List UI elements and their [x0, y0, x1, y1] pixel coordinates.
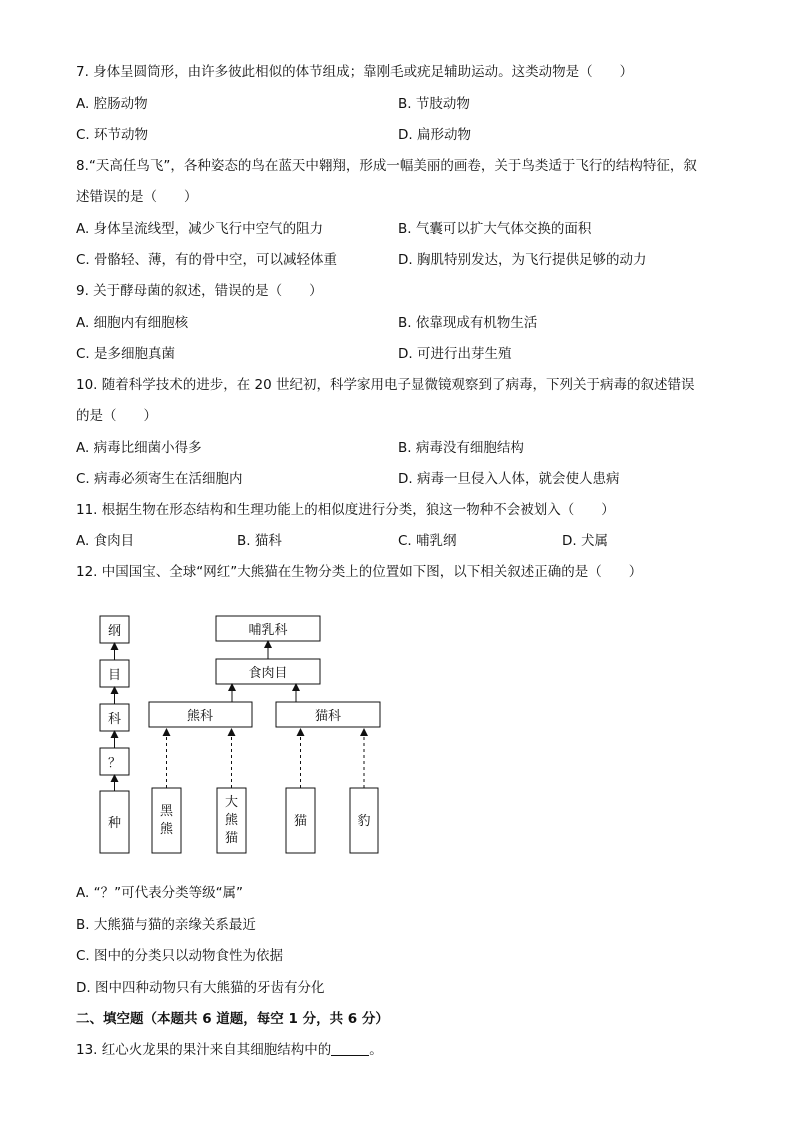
q10-option-a: A. 病毒比细菌小得多	[76, 440, 202, 456]
section-heading: 二、填空题（本题共 6 道题，每空 1 分，共 6 分）	[76, 1011, 389, 1027]
label-carnivora: 食肉目	[248, 666, 288, 681]
q10-option-c: C. 病毒必须寄生在活细胞内	[76, 471, 243, 487]
q7-option-b: B. 节肢动物	[398, 96, 470, 112]
q8-stem-line1: 8.“天高任鸟飞”，各种姿态的鸟在蓝天中翱翔，形成一幅美丽的画卷，关于鸟类适于飞行的结构特征，叙	[76, 158, 697, 174]
q12-option-d: D. 图中四种动物只有大熊猫的牙齿有分化	[76, 980, 325, 996]
q8-option-a: A. 身体呈流线型，减少飞行中空气的阻力	[76, 221, 324, 237]
label-giant-panda-2: 熊	[224, 813, 239, 828]
q8-option-d: D. 胸肌特别发达，为飞行提供足够的动力	[398, 252, 647, 268]
label-black-bear-1: 黑	[159, 804, 174, 819]
q9-option-c: C. 是多细胞真菌	[76, 346, 176, 362]
q12-option-a: A. “？”可代表分类等级“属”	[76, 885, 244, 901]
q12-stem: 12. 中国国宝、全球“网红”大熊猫在生物分类上的位置如下图，以下相关叙述正确的是（ ）	[76, 564, 643, 580]
q10-option-d: D. 病毒一旦侵入人体，就会使人患病	[398, 471, 620, 487]
label-cat: 猫	[293, 814, 308, 829]
q8-option-b: B. 气囊可以扩大气体交换的面积	[398, 221, 592, 237]
label-leopard: 豹	[357, 814, 371, 829]
answer-blank	[331, 1041, 369, 1056]
q9-option-d: D. 可进行出芽生殖	[398, 346, 512, 362]
q10-option-b: B. 病毒没有细胞结构	[398, 440, 524, 456]
rank-label-unknown: ？	[107, 756, 122, 771]
q8-option-c: C. 骨骼轻、薄，有的骨中空，可以减轻体重	[76, 252, 338, 268]
q9-option-a: A. 细胞内有细胞核	[76, 315, 189, 331]
q10-stem-line1: 10. 随着科学技术的进步，在 20 世纪初，科学家用电子显微镜观察到了病毒，下列关于病毒的叙述错误	[76, 377, 695, 393]
q12-option-b: B. 大熊猫与猫的亲缘关系最近	[76, 917, 256, 933]
q9-stem: 9. 关于酵母菌的叙述，错误的是（ ）	[76, 283, 323, 299]
q8-stem-line2: 述错误的是（ ）	[76, 189, 198, 205]
q10-stem-line2: 的是（ ）	[76, 408, 157, 424]
label-mammalia: 哺乳科	[248, 623, 288, 638]
q11-stem: 11. 根据生物在形态结构和生理功能上的相似度进行分类，狼这一物种不会被划入（ ）	[76, 502, 615, 518]
box-black-bear	[152, 788, 181, 853]
q7-stem: 7. 身体呈圆筒形，由许多彼此相似的体节组成；靠刚毛或疣足辅助运动。这类动物是（ ）	[76, 64, 634, 80]
q9-option-b: B. 依靠现成有机物生活	[398, 315, 538, 331]
q7-option-d: D. 扁形动物	[398, 127, 471, 143]
q7-option-a: A. 腔肠动物	[76, 96, 148, 112]
label-ursidae: 熊科	[186, 709, 214, 724]
q13-line	[76, 1041, 383, 1059]
label-felidae: 猫科	[314, 709, 342, 724]
q12-option-c: C. 图中的分类只以动物食性为依据	[76, 948, 284, 964]
q11-option-d: D. 犬属	[562, 533, 608, 549]
rank-label-zhong: 种	[107, 816, 122, 831]
rank-label-mu: 目	[107, 668, 122, 683]
q13-end: 。	[369, 1042, 383, 1058]
label-black-bear-2: 熊	[159, 822, 174, 837]
q11-option-c: C. 哺乳纲	[398, 533, 457, 549]
q11-option-a: A. 食肉目	[76, 533, 135, 549]
label-giant-panda-3: 猫	[224, 831, 239, 846]
rank-label-gang: 纲	[107, 624, 122, 639]
q7-option-c: C. 环节动物	[76, 127, 149, 143]
rank-label-ke: 科	[107, 712, 122, 727]
label-giant-panda-1: 大	[224, 795, 239, 810]
q11-option-b: B. 猫科	[237, 533, 282, 549]
q13-stem: 13. 红心火龙果的果汁来自其细胞结构中的	[76, 1042, 332, 1058]
